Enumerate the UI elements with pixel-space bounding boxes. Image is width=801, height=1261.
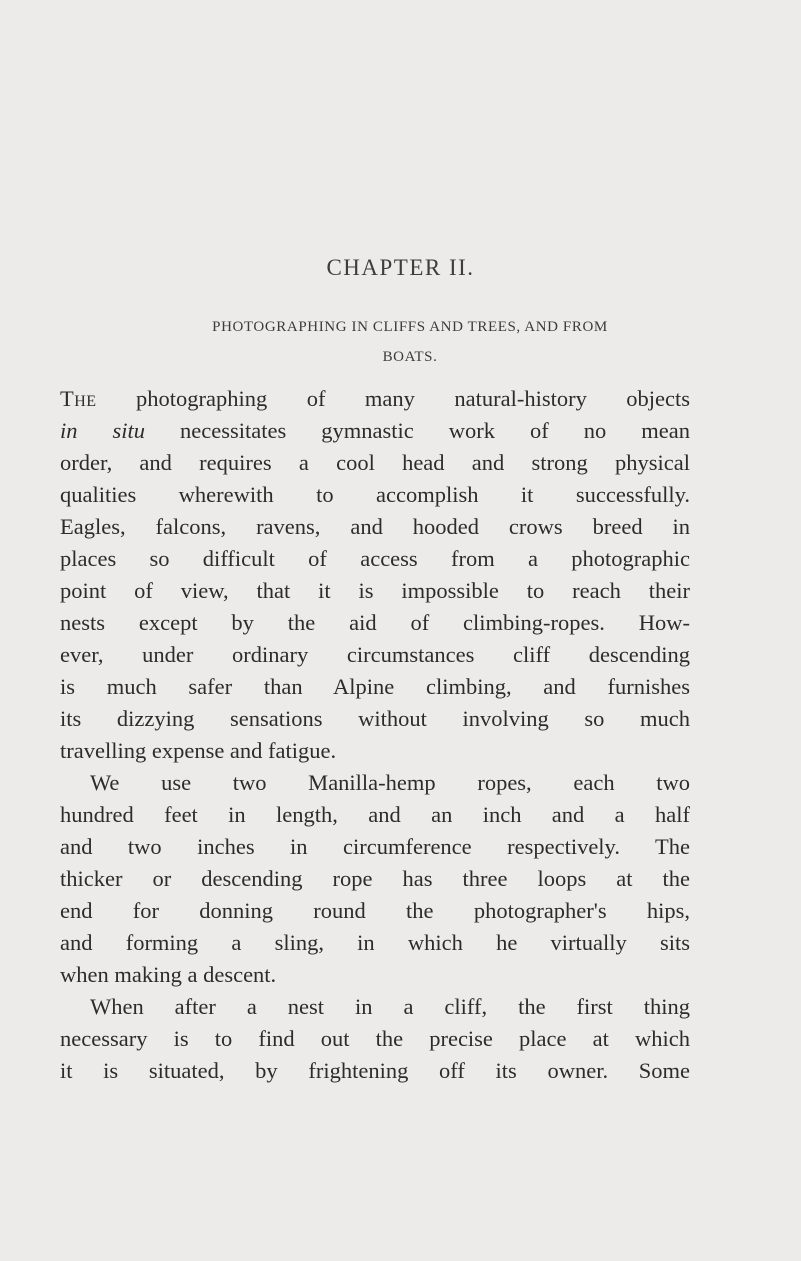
- text-line: point of view, that it is impossible to reach their: [60, 578, 690, 603]
- text-line: When after a nest in a cliff, the first thing: [90, 994, 690, 1019]
- text-line: thicker or descending rope has three loops at the: [60, 866, 690, 891]
- body-text: [60, 383, 690, 1087]
- text-line: it is situated, by frightening off its owner. Some: [60, 1058, 690, 1083]
- text-line: travelling expense and fatigue.: [60, 738, 337, 763]
- text-line: and two inches in circumference respectively. The: [60, 834, 690, 859]
- text-line: ever, under ordinary circumstances cliff descending: [60, 642, 690, 667]
- text-line: necessary is to find out the precise place at which: [60, 1026, 690, 1051]
- chapter-title: CHAPTER II.: [326, 255, 475, 280]
- text-line: order, and requires a cool head and strong physical: [60, 450, 690, 475]
- text-line: The photographing of many natural-history objects: [60, 386, 690, 411]
- opening-word: The: [60, 386, 97, 411]
- text-line: We use two Manilla-hemp ropes, each two: [90, 770, 690, 795]
- text-line: qualities wherewith to accomplish it successfully.: [60, 482, 690, 507]
- text-line: nests except by the aid of climbing-ropes. How-: [60, 610, 690, 635]
- text-line: hundred feet in length, and an inch and a half: [60, 802, 690, 827]
- text-line: end for donning round the photographer's hips,: [60, 898, 690, 923]
- text-line: in situ necessitates gymnastic work of no mean: [60, 418, 690, 443]
- subtitle-line: BOATS.: [382, 349, 438, 365]
- italic-phrase: in situ: [60, 418, 146, 443]
- text-line: when making a descent.: [60, 962, 277, 987]
- text-line: and forming a sling, in which he virtually sits: [60, 930, 690, 955]
- chapter-subtitle: [60, 312, 760, 372]
- text-line: places so difficult of access from a photographic: [60, 546, 690, 571]
- text-line: Eagles, falcons, ravens, and hooded crows breed in: [60, 514, 690, 539]
- text-line: its dizzying sensations without involving so much: [60, 706, 690, 731]
- text-line: is much safer than Alpine climbing, and furnishes: [60, 674, 690, 699]
- subtitle-line: PHOTOGRAPHING IN CLIFFS AND TREES, AND FROM: [212, 319, 608, 335]
